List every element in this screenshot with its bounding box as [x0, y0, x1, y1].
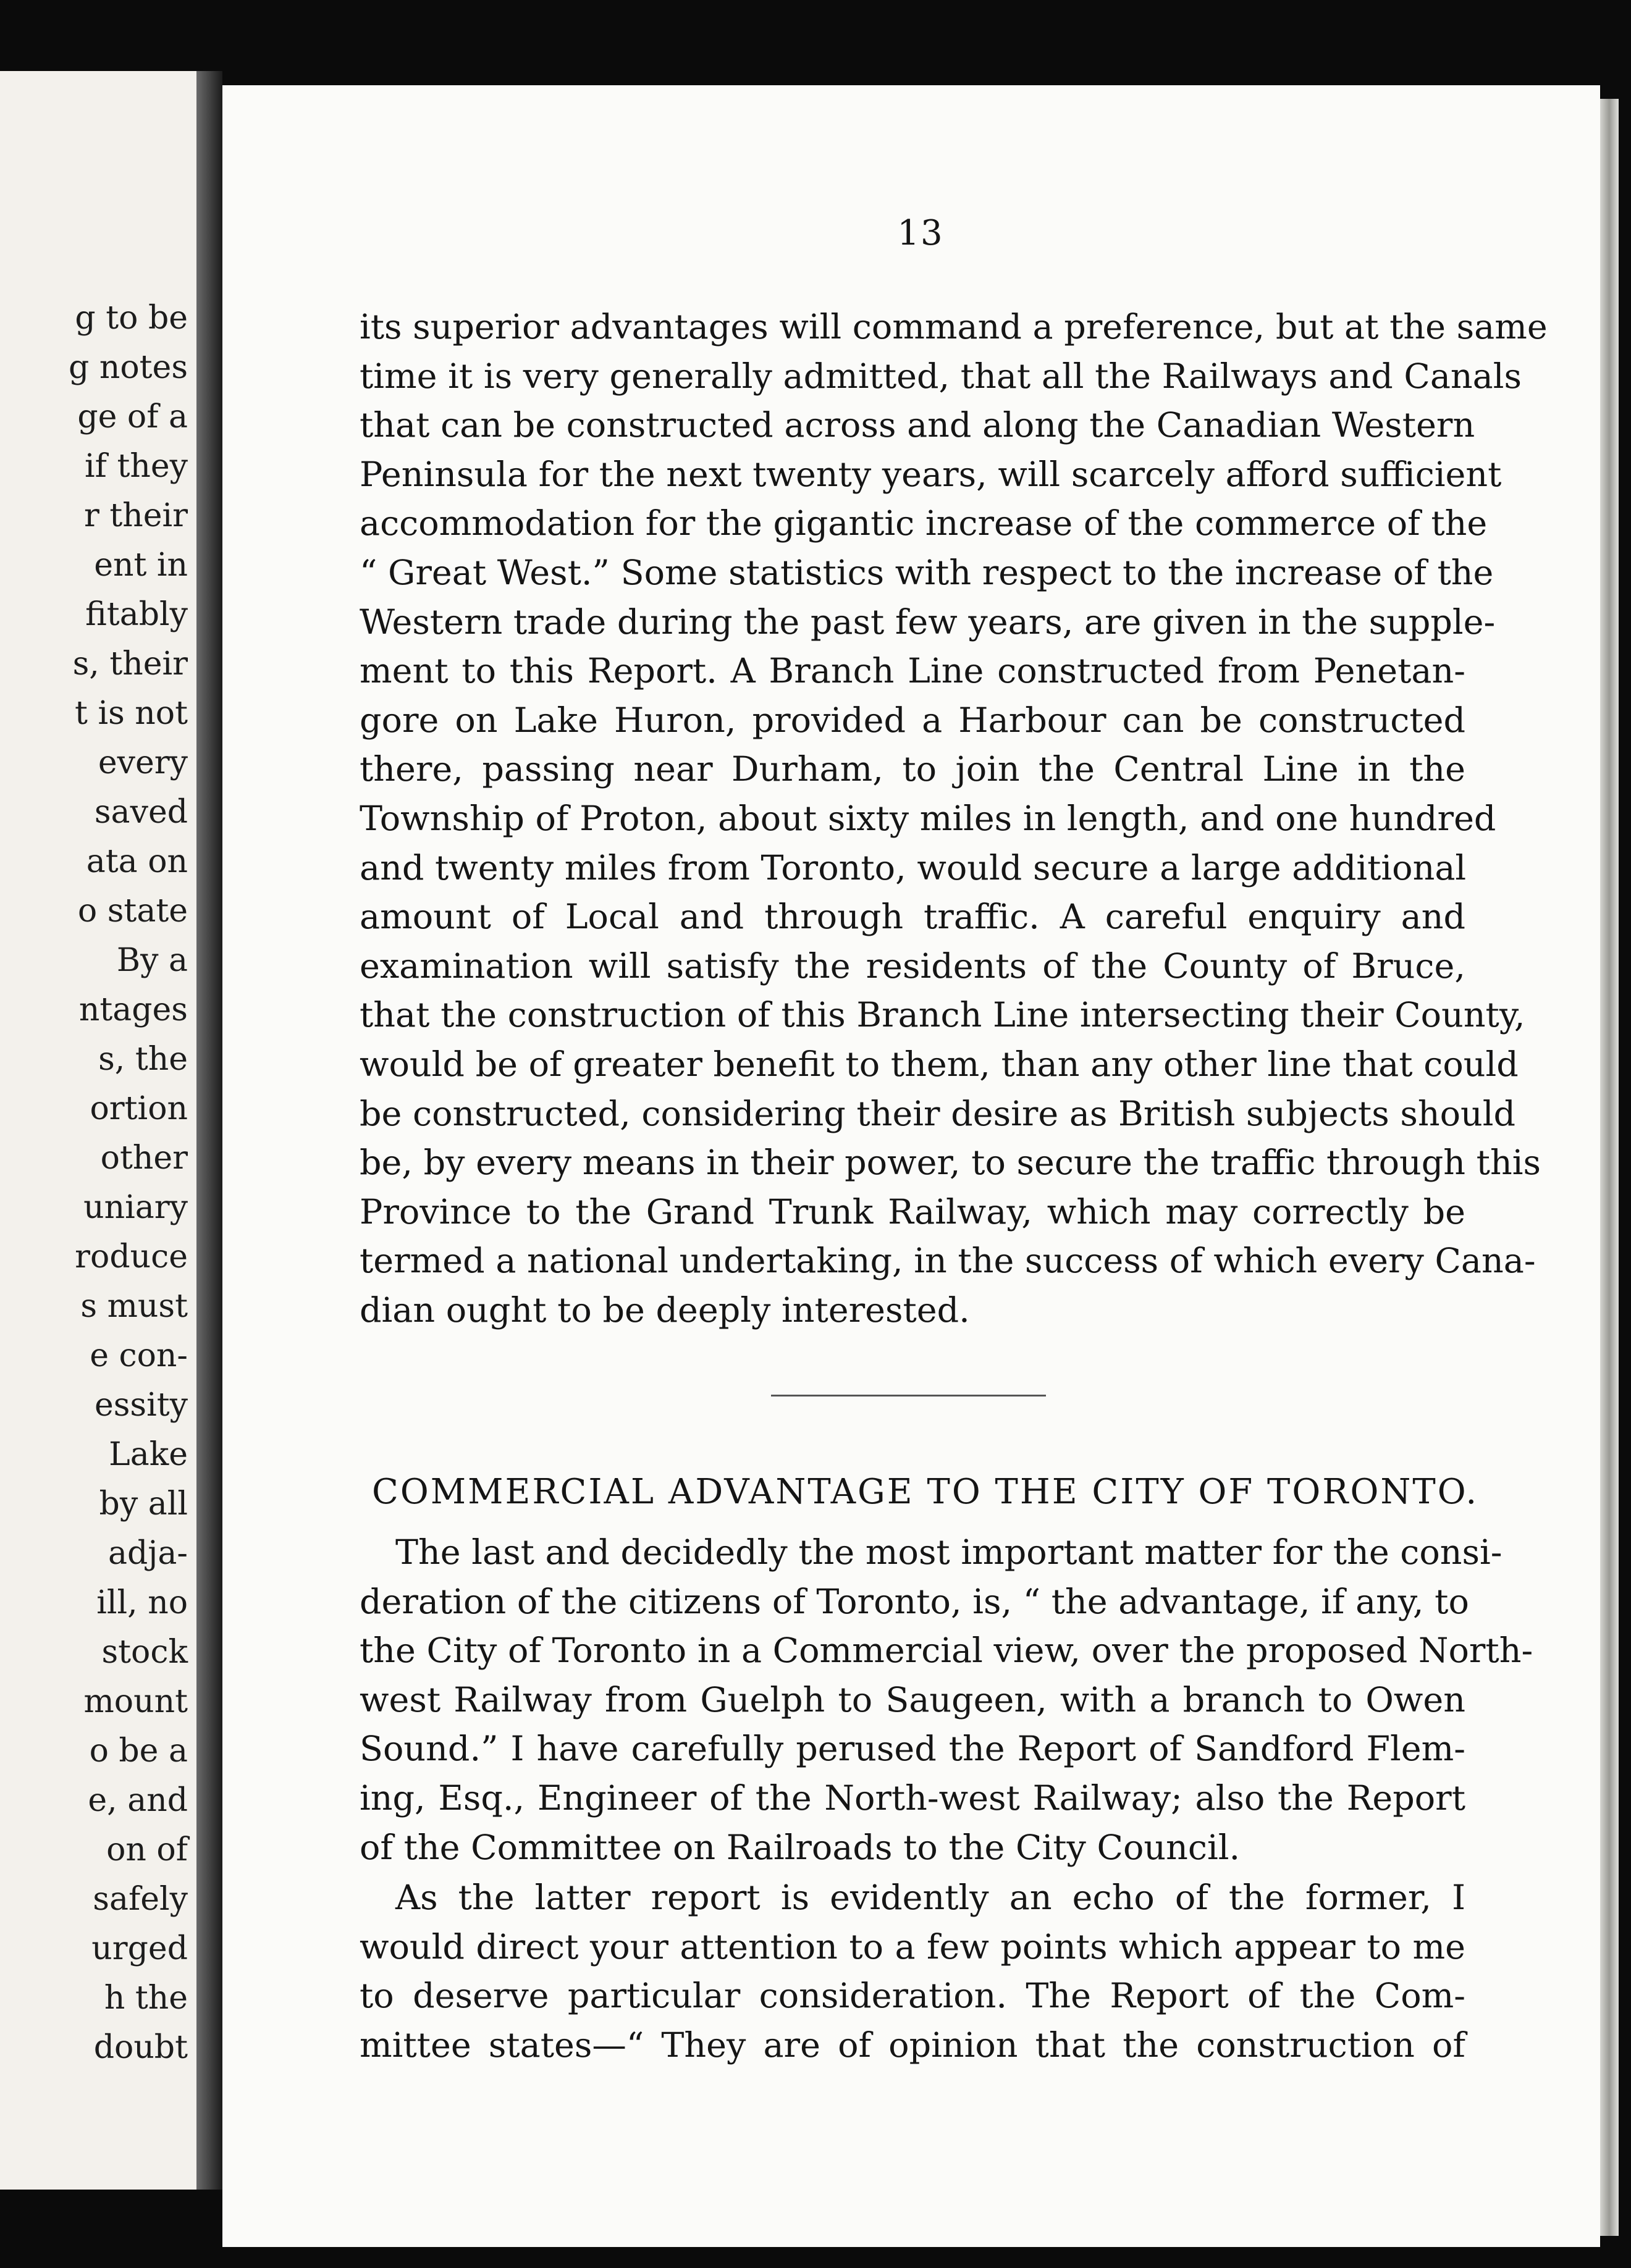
- text-line: there, passing near Durham, to join the Central Line in the: [360, 749, 1465, 790]
- text-line: of the Committee on Railroads to the City Council.: [360, 1827, 1241, 1868]
- text-line: west Railway from Guelph to Saugeen, with a branch to Owen: [360, 1679, 1465, 1720]
- page-number: 13: [897, 213, 944, 253]
- text-line: other: [100, 1140, 188, 1177]
- text-line: ill, no: [96, 1584, 188, 1621]
- text-line: time it is very generally admitted, that all the Railways and Canals: [360, 356, 1522, 397]
- text-line: that can be constructed across and along the Canadian Western: [360, 405, 1475, 446]
- text-line: saved: [94, 794, 188, 831]
- text-line: ent in: [94, 547, 188, 584]
- section-heading: COMMERCIAL ADVANTAGE TO THE CITY OF TORONTO.: [372, 1472, 1479, 1512]
- text-line: would direct your attention to a few points which appear to me: [360, 1926, 1465, 1967]
- text-line: termed a national undertaking, in the success of which every Cana-: [360, 1241, 1536, 1282]
- text-line: be constructed, considering their desire as British subjects should: [360, 1093, 1516, 1134]
- text-line: roduce: [75, 1238, 188, 1275]
- text-line: every: [98, 744, 188, 781]
- text-line: uniary: [83, 1189, 188, 1226]
- text-line: e con-: [90, 1337, 188, 1374]
- text-line: Western trade during the past few years, are given in the supple-: [360, 602, 1496, 642]
- text-line: ge of a: [77, 398, 188, 435]
- left-page: [0, 71, 196, 2190]
- left-page-text: [69, 293, 188, 2072]
- text-line: that the construction of this Branch Line intersecting their County,: [360, 995, 1525, 1036]
- text-line: if they: [85, 448, 188, 485]
- text-line: the City of Toronto in a Commercial view, over the proposed North-: [360, 1631, 1533, 1671]
- text-line: stock: [101, 1634, 188, 1671]
- text-line: Lake: [109, 1436, 188, 1473]
- text-line: The last and decidedly the most important matter for the consi-: [395, 1532, 1502, 1573]
- text-line: t is not: [75, 695, 188, 732]
- text-line: g to be: [75, 300, 188, 337]
- text-line: essity: [94, 1387, 188, 1424]
- text-line: s, their: [72, 645, 188, 682]
- text-line: its superior advantages will command a preference, but at the same: [360, 307, 1548, 347]
- text-line: Peninsula for the next twenty years, will scarcely afford sufficient: [360, 454, 1502, 495]
- text-line: to deserve particular consideration. The Report of the Com-: [360, 1976, 1465, 2017]
- text-line: r their: [83, 497, 188, 534]
- book-gutter: [196, 71, 222, 2190]
- text-line: deration of the citizens of Toronto, is, “ the advantage, if any, to: [360, 1581, 1469, 1622]
- text-line: accommodation for the gigantic increase of the commerce of the: [360, 503, 1488, 544]
- text-line: and twenty miles from Toronto, would secure a large additional: [360, 847, 1467, 888]
- text-line: e, and: [88, 1782, 188, 1819]
- text-line: ortion: [90, 1090, 188, 1127]
- paragraph-3: [360, 1873, 1465, 2070]
- text-line: by all: [99, 1485, 188, 1522]
- text-line: would be of greater benefit to them, than any other line that could: [360, 1044, 1519, 1085]
- text-line: ata on: [86, 843, 188, 880]
- text-line: urged: [91, 1930, 188, 1967]
- text-line: s, the: [98, 1041, 188, 1078]
- text-line: safely: [93, 1881, 188, 1918]
- text-line: ntages: [78, 991, 188, 1028]
- text-line: on of: [106, 1831, 188, 1868]
- paragraph-2: [360, 1528, 1533, 1872]
- text-line: gore on Lake Huron, provided a Harbour can be constructed: [360, 700, 1465, 741]
- text-line: examination will satisfy the residents of the County of Bruce,: [360, 946, 1465, 986]
- text-line: adja-: [108, 1535, 188, 1572]
- text-line: doubt: [93, 2029, 188, 2066]
- text-line: ment to this Report. A Branch Line constructed from Penetan-: [360, 651, 1465, 692]
- paragraph-1: [360, 303, 1548, 1335]
- text-line: Province to the Grand Trunk Railway, which may correctly be: [360, 1191, 1465, 1232]
- text-line: g notes: [69, 349, 188, 386]
- text-line: o be a: [89, 1732, 188, 1770]
- text-line: As the latter report is evidently an echo of the former, I: [395, 1878, 1465, 1918]
- text-line: Township of Proton, about sixty miles in length, and one hundred: [360, 798, 1496, 839]
- page-edge: [1600, 99, 1619, 2236]
- text-line: mittee states—“ They are of opinion that the construction of: [360, 2025, 1465, 2065]
- text-line: “ Great West.” Some statistics with respect to the increase of the: [360, 552, 1494, 593]
- text-line: fitably: [85, 596, 188, 633]
- text-line: be, by every means in their power, to secure the traffic through this: [360, 1143, 1541, 1183]
- text-line: o state: [77, 892, 188, 930]
- section-divider: [771, 1395, 1046, 1396]
- text-line: Sound.” I have carefully perused the Report of Sandford Flem-: [360, 1729, 1465, 1770]
- text-line: mount: [83, 1683, 188, 1720]
- text-line: dian ought to be deeply interested.: [360, 1290, 970, 1330]
- text-line: h the: [104, 1980, 188, 2017]
- text-line: By a: [116, 942, 188, 979]
- text-line: ing, Esq., Engineer of the North-west Railway; also the Report: [360, 1778, 1465, 1818]
- text-line: amount of Local and through traffic. A careful enquiry and: [360, 897, 1465, 938]
- text-line: s must: [80, 1288, 188, 1325]
